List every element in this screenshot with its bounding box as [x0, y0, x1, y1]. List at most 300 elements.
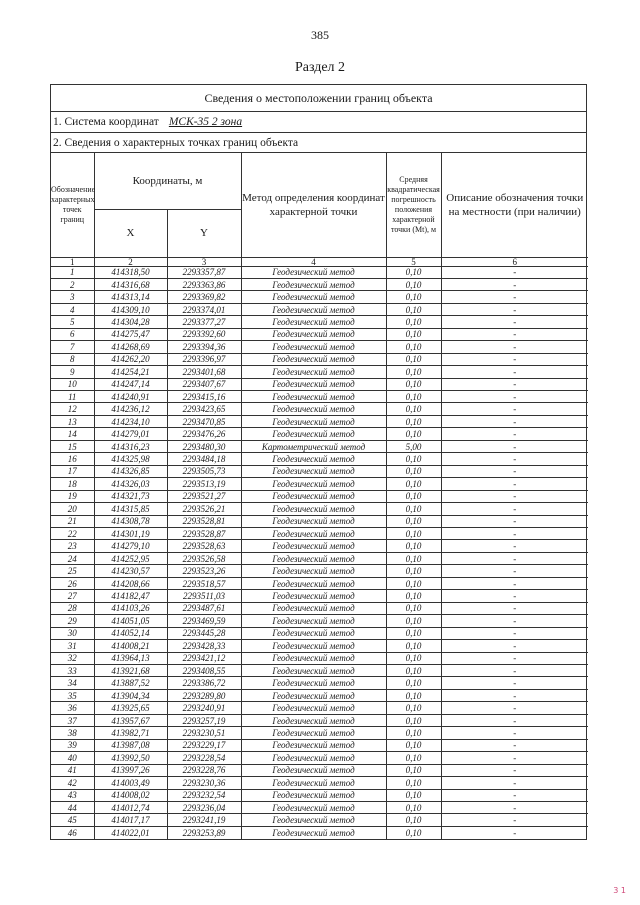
accuracy-cell: 0,10 — [386, 602, 441, 614]
y-coordinate-cell: 2293511,03 — [167, 590, 241, 602]
table-row — [51, 303, 588, 315]
accuracy-cell: 0,10 — [386, 739, 441, 751]
table-row — [51, 577, 588, 589]
table-row — [51, 665, 588, 677]
table-row — [51, 764, 588, 776]
page-number: 385 — [311, 28, 329, 42]
y-coordinate-cell: 2293394,36 — [167, 341, 241, 353]
y-coordinate-cell: 2293236,04 — [167, 801, 241, 813]
x-coordinate-cell: 414247,14 — [94, 378, 167, 390]
x-coordinate-cell: 413997,26 — [94, 764, 167, 776]
x-coordinate-cell: 414230,57 — [94, 565, 167, 577]
description-cell: - — [441, 303, 588, 315]
column-header-coordinates: Координаты, м — [94, 153, 241, 209]
x-coordinate-cell: 414318,50 — [94, 266, 167, 278]
x-coordinate-cell: 414052,14 — [94, 627, 167, 639]
description-cell: - — [441, 752, 588, 764]
table-row — [51, 826, 588, 838]
coordinate-system-row — [51, 112, 586, 133]
method-cell: Геодезический метод — [241, 528, 386, 540]
accuracy-cell: 0,10 — [386, 689, 441, 701]
description-cell: - — [441, 316, 588, 328]
point-number-cell: 7 — [51, 341, 94, 353]
description-cell: - — [441, 590, 588, 602]
method-cell: Геодезический метод — [241, 814, 386, 826]
point-number-cell: 40 — [51, 752, 94, 764]
x-coordinate-cell: 414279,10 — [94, 540, 167, 552]
y-coordinate-cell: 2293392,60 — [167, 328, 241, 340]
method-cell: Геодезический метод — [241, 366, 386, 378]
point-number-cell: 44 — [51, 801, 94, 813]
point-number-cell: 46 — [51, 826, 94, 838]
point-number-cell: 15 — [51, 440, 94, 452]
description-cell: - — [441, 540, 588, 552]
y-coordinate-cell: 2293487,61 — [167, 602, 241, 614]
accuracy-cell: 0,10 — [386, 316, 441, 328]
point-number-cell: 21 — [51, 515, 94, 527]
x-coordinate-cell: 414275,47 — [94, 328, 167, 340]
accuracy-cell: 0,10 — [386, 540, 441, 552]
table-row — [51, 465, 588, 477]
point-number-cell: 13 — [51, 415, 94, 427]
y-coordinate-cell: 2293374,01 — [167, 303, 241, 315]
table-row — [51, 552, 588, 564]
x-coordinate-cell: 413987,08 — [94, 739, 167, 751]
column-header-description: Описание обозначения точки на местности (при наличии) — [441, 153, 588, 257]
y-coordinate-cell: 2293401,68 — [167, 366, 241, 378]
accuracy-cell: 0,10 — [386, 777, 441, 789]
y-coordinate-cell: 2293408,55 — [167, 665, 241, 677]
table-row — [51, 565, 588, 577]
point-number-cell: 3 — [51, 291, 94, 303]
method-cell: Геодезический метод — [241, 303, 386, 315]
table-row — [51, 640, 588, 652]
description-cell: - — [441, 689, 588, 701]
point-number-cell: 4 — [51, 303, 94, 315]
y-coordinate-cell: 2293528,63 — [167, 540, 241, 552]
point-number-cell: 8 — [51, 353, 94, 365]
description-cell: - — [441, 615, 588, 627]
column-number: 2 — [94, 257, 167, 266]
method-cell: Геодезический метод — [241, 714, 386, 726]
accuracy-cell: 0,10 — [386, 665, 441, 677]
accuracy-cell: 0,10 — [386, 266, 441, 278]
column-number: 3 — [167, 257, 241, 266]
table-row — [51, 353, 588, 365]
y-coordinate-cell: 2293505,73 — [167, 465, 241, 477]
table-row — [51, 266, 588, 278]
description-cell: - — [441, 291, 588, 303]
table-row — [51, 801, 588, 813]
point-number-cell: 39 — [51, 739, 94, 751]
table-row — [51, 677, 588, 689]
method-cell: Геодезический метод — [241, 752, 386, 764]
x-coordinate-cell: 414304,28 — [94, 316, 167, 328]
description-cell: - — [441, 565, 588, 577]
accuracy-cell: 0,10 — [386, 702, 441, 714]
method-cell: Геодезический метод — [241, 328, 386, 340]
table-row — [51, 528, 588, 540]
y-coordinate-cell: 2293253,89 — [167, 826, 241, 838]
description-cell: - — [441, 266, 588, 278]
table-row — [51, 752, 588, 764]
method-cell: Геодезический метод — [241, 391, 386, 403]
table-row — [51, 602, 588, 614]
accuracy-cell: 0,10 — [386, 341, 441, 353]
method-cell: Геодезический метод — [241, 640, 386, 652]
accuracy-cell: 0,10 — [386, 789, 441, 801]
y-coordinate-cell: 2293526,21 — [167, 503, 241, 515]
x-coordinate-cell: 414003,49 — [94, 777, 167, 789]
column-number: 5 — [386, 257, 441, 266]
x-coordinate-cell: 414008,02 — [94, 789, 167, 801]
point-number-cell: 16 — [51, 453, 94, 465]
y-coordinate-cell: 2293528,81 — [167, 515, 241, 527]
point-number-cell: 37 — [51, 714, 94, 726]
accuracy-cell: 0,10 — [386, 714, 441, 726]
description-cell: - — [441, 278, 588, 290]
x-coordinate-cell: 414268,69 — [94, 341, 167, 353]
point-number-cell: 9 — [51, 366, 94, 378]
table-row — [51, 789, 588, 801]
description-cell: - — [441, 403, 588, 415]
y-coordinate-cell: 2293240,91 — [167, 702, 241, 714]
table-row — [51, 403, 588, 415]
point-number-cell: 1 — [51, 266, 94, 278]
accuracy-cell: 0,10 — [386, 391, 441, 403]
method-cell: Геодезический метод — [241, 777, 386, 789]
y-coordinate-cell: 2293257,19 — [167, 714, 241, 726]
y-coordinate-cell: 2293518,57 — [167, 577, 241, 589]
point-number-cell: 33 — [51, 665, 94, 677]
method-cell: Геодезический метод — [241, 465, 386, 477]
y-coordinate-cell: 2293476,26 — [167, 428, 241, 440]
y-coordinate-cell: 2293228,76 — [167, 764, 241, 776]
method-cell: Геодезический метод — [241, 826, 386, 838]
column-number: 4 — [241, 257, 386, 266]
accuracy-cell: 0,10 — [386, 528, 441, 540]
table-row — [51, 316, 588, 328]
x-coordinate-cell: 414208,66 — [94, 577, 167, 589]
point-number-cell: 30 — [51, 627, 94, 639]
description-cell: - — [441, 453, 588, 465]
method-cell: Геодезический метод — [241, 378, 386, 390]
points-table — [51, 153, 588, 839]
table-row — [51, 652, 588, 664]
method-cell: Геодезический метод — [241, 577, 386, 589]
table-row — [51, 727, 588, 739]
y-coordinate-cell: 2293363,86 — [167, 278, 241, 290]
x-coordinate-cell: 414325,98 — [94, 453, 167, 465]
table-row — [51, 627, 588, 639]
table-row — [51, 428, 588, 440]
point-number-cell: 32 — [51, 652, 94, 664]
x-coordinate-cell: 414182,47 — [94, 590, 167, 602]
column-header-method: Метод определения координат характерной точки — [241, 153, 386, 257]
y-coordinate-cell: 2293521,27 — [167, 490, 241, 502]
description-cell: - — [441, 552, 588, 564]
description-cell: - — [441, 465, 588, 477]
coordinate-system-label: 1. Система координат — [53, 116, 159, 128]
description-cell: - — [441, 415, 588, 427]
method-cell: Геодезический метод — [241, 702, 386, 714]
description-cell: - — [441, 777, 588, 789]
method-cell: Геодезический метод — [241, 453, 386, 465]
method-cell: Геодезический метод — [241, 677, 386, 689]
description-cell: - — [441, 789, 588, 801]
table-row — [51, 590, 588, 602]
point-number-cell: 31 — [51, 640, 94, 652]
table-row — [51, 739, 588, 751]
method-cell: Геодезический метод — [241, 478, 386, 490]
accuracy-cell: 0,10 — [386, 328, 441, 340]
x-coordinate-cell: 413992,50 — [94, 752, 167, 764]
table-row — [51, 814, 588, 826]
point-number-cell: 23 — [51, 540, 94, 552]
y-coordinate-cell: 2293415,16 — [167, 391, 241, 403]
y-coordinate-cell: 2293230,36 — [167, 777, 241, 789]
description-cell: - — [441, 764, 588, 776]
x-coordinate-cell: 414326,85 — [94, 465, 167, 477]
description-cell: - — [441, 652, 588, 664]
method-cell: Геодезический метод — [241, 403, 386, 415]
method-cell: Геодезический метод — [241, 503, 386, 515]
accuracy-cell: 0,10 — [386, 428, 441, 440]
accuracy-cell: 0,10 — [386, 590, 441, 602]
accuracy-cell: 0,10 — [386, 291, 441, 303]
x-coordinate-cell: 414279,01 — [94, 428, 167, 440]
x-coordinate-cell: 414234,10 — [94, 415, 167, 427]
x-coordinate-cell: 414316,68 — [94, 278, 167, 290]
method-cell: Геодезический метод — [241, 727, 386, 739]
y-coordinate-cell: 2293407,67 — [167, 378, 241, 390]
description-cell: - — [441, 478, 588, 490]
table-row — [51, 328, 588, 340]
corner-mark: 3 1 — [613, 886, 626, 895]
x-coordinate-cell: 413921,68 — [94, 665, 167, 677]
method-cell: Геодезический метод — [241, 540, 386, 552]
method-cell: Геодезический метод — [241, 602, 386, 614]
point-number-cell: 34 — [51, 677, 94, 689]
description-cell: - — [441, 440, 588, 452]
description-cell: - — [441, 366, 588, 378]
accuracy-cell: 0,10 — [386, 303, 441, 315]
column-header-x: X — [94, 209, 167, 257]
y-coordinate-cell: 2293232,54 — [167, 789, 241, 801]
method-cell: Геодезический метод — [241, 291, 386, 303]
points-table-body — [51, 266, 588, 839]
description-cell: - — [441, 714, 588, 726]
point-number-cell: 42 — [51, 777, 94, 789]
y-coordinate-cell: 2293289,80 — [167, 689, 241, 701]
table-row — [51, 378, 588, 390]
method-cell: Геодезический метод — [241, 428, 386, 440]
accuracy-cell: 0,10 — [386, 415, 441, 427]
x-coordinate-cell: 414008,21 — [94, 640, 167, 652]
method-cell: Геодезический метод — [241, 353, 386, 365]
section-title: Раздел 2 — [294, 60, 346, 75]
y-coordinate-cell: 2293230,51 — [167, 727, 241, 739]
accuracy-cell: 0,10 — [386, 503, 441, 515]
accuracy-cell: 0,10 — [386, 677, 441, 689]
point-number-cell: 45 — [51, 814, 94, 826]
point-number-cell: 43 — [51, 789, 94, 801]
column-number-row — [51, 257, 588, 266]
accuracy-cell: 0,10 — [386, 478, 441, 490]
description-cell: - — [441, 503, 588, 515]
description-cell: - — [441, 826, 588, 838]
description-cell: - — [441, 577, 588, 589]
table-row — [51, 777, 588, 789]
point-number-cell: 2 — [51, 278, 94, 290]
method-cell: Геодезический метод — [241, 739, 386, 751]
table-header-title: Сведения о местоположении границ объекта — [51, 85, 586, 112]
accuracy-cell: 0,10 — [386, 366, 441, 378]
column-header-point-id: Обозначение характерных точек границ — [51, 153, 94, 257]
accuracy-cell: 0,10 — [386, 640, 441, 652]
accuracy-cell: 0,10 — [386, 403, 441, 415]
point-number-cell: 28 — [51, 602, 94, 614]
point-number-cell: 11 — [51, 391, 94, 403]
description-cell: - — [441, 677, 588, 689]
column-header-y: Y — [167, 209, 241, 257]
y-coordinate-cell: 2293229,17 — [167, 739, 241, 751]
point-number-cell: 26 — [51, 577, 94, 589]
method-cell: Геодезический метод — [241, 764, 386, 776]
table-row — [51, 615, 588, 627]
accuracy-cell: 0,10 — [386, 378, 441, 390]
point-number-cell: 14 — [51, 428, 94, 440]
table-row — [51, 278, 588, 290]
x-coordinate-cell: 414326,03 — [94, 478, 167, 490]
method-cell: Геодезический метод — [241, 801, 386, 813]
table-row — [51, 415, 588, 427]
table-row — [51, 291, 588, 303]
x-coordinate-cell: 414315,85 — [94, 503, 167, 515]
table-row — [51, 702, 588, 714]
x-coordinate-cell: 413925,65 — [94, 702, 167, 714]
x-coordinate-cell: 414022,01 — [94, 826, 167, 838]
y-coordinate-cell: 2293470,85 — [167, 415, 241, 427]
y-coordinate-cell: 2293484,18 — [167, 453, 241, 465]
description-cell: - — [441, 739, 588, 751]
y-coordinate-cell: 2293377,27 — [167, 316, 241, 328]
accuracy-cell: 0,10 — [386, 752, 441, 764]
description-cell: - — [441, 378, 588, 390]
x-coordinate-cell: 413887,52 — [94, 677, 167, 689]
method-cell: Геодезический метод — [241, 515, 386, 527]
y-coordinate-cell: 2293523,26 — [167, 565, 241, 577]
x-coordinate-cell: 414309,10 — [94, 303, 167, 315]
x-coordinate-cell: 414321,73 — [94, 490, 167, 502]
description-cell: - — [441, 702, 588, 714]
y-coordinate-cell: 2293369,82 — [167, 291, 241, 303]
method-cell: Геодезический метод — [241, 552, 386, 564]
method-cell: Геодезический метод — [241, 665, 386, 677]
x-coordinate-cell: 414236,12 — [94, 403, 167, 415]
y-coordinate-cell: 2293228,54 — [167, 752, 241, 764]
y-coordinate-cell: 2293480,30 — [167, 440, 241, 452]
y-coordinate-cell: 2293386,72 — [167, 677, 241, 689]
point-number-cell: 12 — [51, 403, 94, 415]
x-coordinate-cell: 414017,17 — [94, 814, 167, 826]
point-number-cell: 19 — [51, 490, 94, 502]
table-row — [51, 689, 588, 701]
x-coordinate-cell: 414308,78 — [94, 515, 167, 527]
boundary-info-table — [50, 84, 587, 840]
x-coordinate-cell: 414262,20 — [94, 353, 167, 365]
accuracy-cell: 0,10 — [386, 577, 441, 589]
x-coordinate-cell: 414103,26 — [94, 602, 167, 614]
description-cell: - — [441, 341, 588, 353]
description-cell: - — [441, 727, 588, 739]
y-coordinate-cell: 2293526,58 — [167, 552, 241, 564]
accuracy-cell: 0,10 — [386, 565, 441, 577]
accuracy-cell: 0,10 — [386, 652, 441, 664]
table-row — [51, 440, 588, 452]
accuracy-cell: 0,10 — [386, 278, 441, 290]
table-row — [51, 341, 588, 353]
y-coordinate-cell: 2293428,33 — [167, 640, 241, 652]
table-row — [51, 503, 588, 515]
x-coordinate-cell: 413904,34 — [94, 689, 167, 701]
y-coordinate-cell: 2293396,97 — [167, 353, 241, 365]
x-coordinate-cell: 414313,14 — [94, 291, 167, 303]
point-number-cell: 41 — [51, 764, 94, 776]
table-row — [51, 490, 588, 502]
table-row — [51, 714, 588, 726]
x-coordinate-cell: 414051,05 — [94, 615, 167, 627]
y-coordinate-cell: 2293445,28 — [167, 627, 241, 639]
method-cell: Геодезический метод — [241, 415, 386, 427]
description-cell: - — [441, 391, 588, 403]
accuracy-cell: 0,10 — [386, 814, 441, 826]
table-row — [51, 478, 588, 490]
column-header-accuracy: Средняя квадратическая погрешность положения характерной точки (Mt), м — [386, 153, 441, 257]
x-coordinate-cell: 414254,21 — [94, 366, 167, 378]
accuracy-cell: 0,10 — [386, 515, 441, 527]
y-coordinate-cell: 2293423,65 — [167, 403, 241, 415]
point-number-cell: 27 — [51, 590, 94, 602]
point-number-cell: 36 — [51, 702, 94, 714]
point-number-cell: 5 — [51, 316, 94, 328]
method-cell: Геодезический метод — [241, 615, 386, 627]
description-cell: - — [441, 602, 588, 614]
point-number-cell: 24 — [51, 552, 94, 564]
method-cell: Геодезический метод — [241, 278, 386, 290]
accuracy-cell: 0,10 — [386, 627, 441, 639]
accuracy-cell: 0,10 — [386, 353, 441, 365]
method-cell: Картометрический метод — [241, 440, 386, 452]
method-cell: Геодезический метод — [241, 565, 386, 577]
accuracy-cell: 0,10 — [386, 826, 441, 838]
method-cell: Геодезический метод — [241, 590, 386, 602]
x-coordinate-cell: 414240,91 — [94, 391, 167, 403]
y-coordinate-cell: 2293469,59 — [167, 615, 241, 627]
accuracy-cell: 0,10 — [386, 764, 441, 776]
coordinate-system-value: МСК-35 2 зона — [168, 116, 243, 128]
table-row — [51, 453, 588, 465]
accuracy-cell: 0,10 — [386, 490, 441, 502]
x-coordinate-cell: 414012,74 — [94, 801, 167, 813]
point-number-cell: 18 — [51, 478, 94, 490]
y-coordinate-cell: 2293528,87 — [167, 528, 241, 540]
point-number-cell: 35 — [51, 689, 94, 701]
method-cell: Геодезический метод — [241, 316, 386, 328]
x-coordinate-cell: 413957,67 — [94, 714, 167, 726]
method-cell: Геодезический метод — [241, 789, 386, 801]
description-cell: - — [441, 640, 588, 652]
